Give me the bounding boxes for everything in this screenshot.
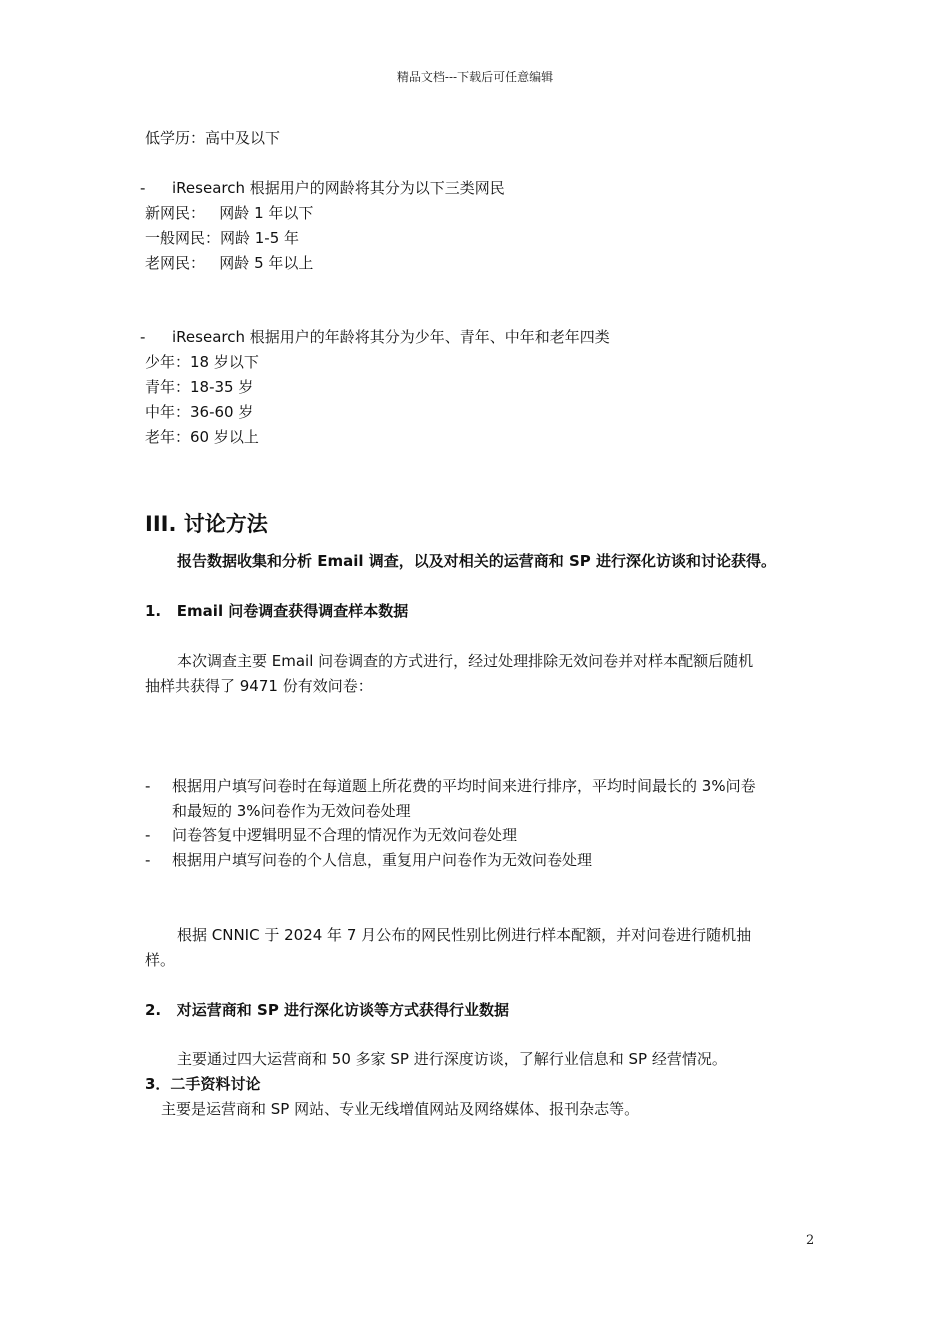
age-group-item: 少年：18 岁以下 (145, 353, 259, 371)
subsection-heading-1: 1. Email 问卷调查获得调查样本数据 (145, 602, 409, 620)
list-dash: - (140, 328, 146, 346)
bullet-text: 根据用户填写问卷的个人信息，重复用户问卷作为无效问卷处理 (172, 851, 593, 869)
list-dash: - (145, 851, 151, 869)
age-group-item: 青年：18-35 岁 (145, 378, 254, 396)
net-age-item: 新网民： 网龄 1 年以下 (145, 204, 314, 222)
age-group-item: 中年：36-60 岁 (145, 403, 254, 421)
net-age-intro: iResearch 根据用户的网龄将其分为以下三类网民 (172, 179, 505, 197)
section-summary: 报告数据收集和分析 Email 调查，以及对相关的运营商和 SP 进行深化访谈和讨论获得。 (177, 552, 776, 570)
paragraph-line: 主要是运营商和 SP 网站、专业无线增值网站及网络媒体、报刊杂志等。 (161, 1100, 640, 1118)
bullet-text: 根据用户填写问卷时在每道题上所花费的平均时间来进行排序，平均时间最长的 3%问卷 (172, 777, 756, 795)
page-header: 精品文档---下载后可任意编辑 (396, 70, 554, 84)
paragraph-line: 根据 CNNIC 于 2024 年 7 月公布的网民性别比例进行样本配额，并对问卷进行随机抽 (177, 926, 752, 944)
list-dash: - (140, 179, 146, 197)
subsection-heading-3: 3．二手资料讨论 (145, 1075, 261, 1093)
bullet-text-continued: 和最短的 3%问卷作为无效问卷处理 (172, 802, 411, 820)
paragraph-line: 抽样共获得了 9471 份有效问卷： (145, 677, 373, 695)
paragraph-line: 本次调查主要 Email 问卷调查的方式进行，经过处理排除无效问卷并对样本配额后随机 (177, 652, 754, 670)
list-dash: - (145, 826, 151, 844)
net-age-item: 一般网民：网龄 1-5 年 (145, 229, 300, 247)
age-group-item: 老年：60 岁以上 (145, 428, 259, 446)
bullet-text: 问卷答复中逻辑明显不合理的情况作为无效问卷处理 (172, 826, 518, 844)
section-heading: III. 讨论方法 (145, 512, 268, 536)
list-dash: - (145, 777, 151, 795)
age-groups-intro: iResearch 根据用户的年龄将其分为少年、青年、中年和老年四类 (172, 328, 610, 346)
net-age-item: 老网民： 网龄 5 年以上 (145, 254, 314, 272)
page-number: 2 (806, 1233, 815, 1248)
subsection-heading-2: 2. 对运营商和 SP 进行深化访谈等方式获得行业数据 (145, 1001, 510, 1019)
paragraph-line: 样。 (145, 951, 176, 969)
paragraph-line: 主要通过四大运营商和 50 多家 SP 进行深度访谈，了解行业信息和 SP 经营情况。 (177, 1050, 727, 1068)
education-low: 低学历：高中及以下 (145, 129, 281, 147)
